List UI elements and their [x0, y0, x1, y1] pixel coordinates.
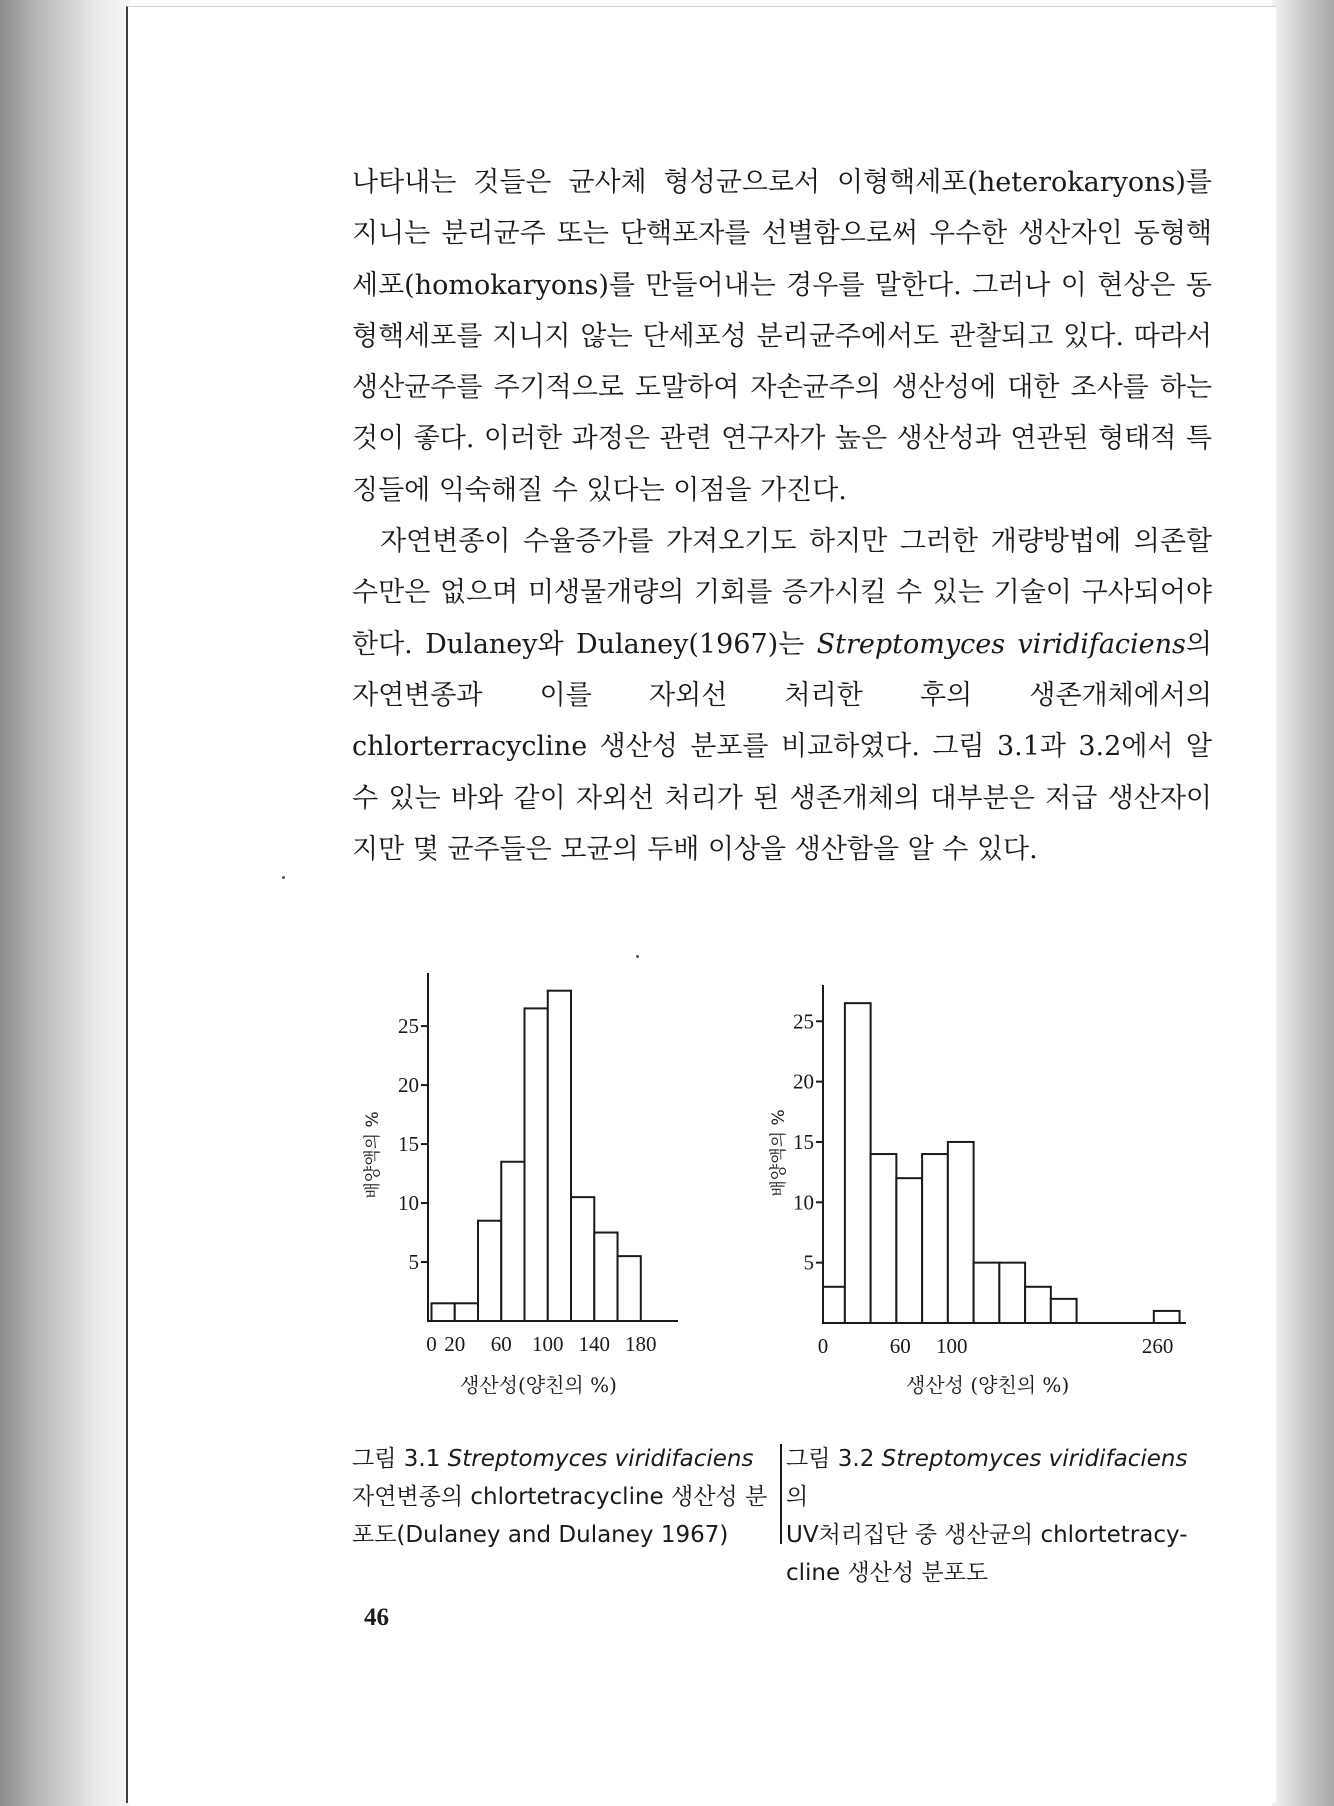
paragraph-2-lead: 자연변종이 수율증가를 가져오기도 하지만 그러한 개량방법에 의존할 수만은 없으며 미생물개량의 기회를 증가시킬 수 있는 기술이 구사되어야 한다. Dulaney와 Dulaney(1967)는 — [352, 526, 1212, 660]
caption-2-species: Streptomyces viridifaciens — [881, 1446, 1188, 1472]
fig1-ylabel: 배양액의 % — [363, 1111, 383, 1199]
fig1-bar — [594, 1233, 617, 1321]
page-number: 46 — [364, 1604, 389, 1631]
fig2-xtick-label: 100 — [935, 1334, 968, 1358]
fig1-xtick-label: 140 — [578, 1332, 611, 1356]
fig1-bar — [571, 1197, 594, 1321]
fig2-xtick-label: 60 — [889, 1334, 911, 1358]
fig1-bar — [478, 1221, 501, 1321]
fig2-bar — [1025, 1287, 1051, 1323]
fig1-bar — [618, 1256, 641, 1321]
fig1-bar — [525, 1008, 548, 1321]
fig1-xtick-label: 0 — [426, 1332, 437, 1356]
fig1-ytick-label: 25 — [398, 1014, 419, 1039]
fig2-bar — [871, 1154, 897, 1323]
fig2-bar — [896, 1178, 922, 1323]
fig1-xtick-label: 100 — [532, 1332, 564, 1356]
fig1-xtick-label: 20 — [444, 1332, 466, 1356]
fig1-xtick-label: 180 — [625, 1332, 657, 1356]
histogram-3-1 — [350, 965, 690, 1356]
fig2-bar — [948, 1142, 974, 1323]
scan-shadow-left — [0, 0, 130, 1806]
fig2-ytick-label: 15 — [793, 1129, 814, 1154]
figure-3-1-xlabel: 생산성(양친의 %) — [460, 1373, 617, 1397]
caption-1-label: 그림 3.1 — [352, 1446, 448, 1472]
paragraph-2 — [352, 516, 1212, 875]
fig2-xtick-label: 260 — [1141, 1334, 1174, 1358]
figure-3-1 — [350, 965, 690, 1397]
caption-figure-3-2 — [786, 1440, 1206, 1592]
fig2-xtick-label: 0 — [817, 1334, 829, 1358]
paragraph-2-species: Streptomyces viridifaciens — [816, 628, 1186, 660]
fig1-xtick-label: 60 — [490, 1332, 512, 1356]
caption-2-text: UV처리집단 중 생산균의 chlortetracy-cline 생산성 분포도 — [786, 1522, 1188, 1586]
caption-1-species: Streptomyces viridifaciens — [447, 1446, 754, 1472]
caption-divider — [780, 1444, 782, 1544]
scan-shadow-right — [1272, 0, 1334, 1806]
fig2-ytick-label: 5 — [803, 1250, 814, 1275]
fig1-ytick-label: 15 — [398, 1132, 419, 1157]
scan-speck — [636, 955, 639, 958]
fig2-bar — [1154, 1311, 1180, 1323]
fig2-bar — [999, 1263, 1025, 1323]
fig2-bar — [845, 1003, 871, 1323]
caption-figure-3-1 — [352, 1440, 780, 1554]
fig2-ytick-label: 10 — [793, 1190, 814, 1215]
fig2-ytick-label: 25 — [793, 1009, 814, 1034]
fig1-ytick-label: 20 — [398, 1073, 419, 1098]
fig1-ytick-label: 5 — [408, 1250, 419, 1275]
caption-2-lead: 의 — [786, 1484, 809, 1510]
fig2-bar — [974, 1263, 1000, 1323]
fig2-bar — [1051, 1299, 1077, 1323]
scan-speck — [282, 876, 285, 879]
fig1-bar — [455, 1303, 478, 1321]
fig2-bar — [823, 1287, 845, 1323]
caption-2-label: 그림 3.2 — [786, 1446, 882, 1472]
fig1-bar — [431, 1303, 454, 1321]
caption-1-text: 자연변종의 chlortetracycline 생산성 분포도(Dulaney and Dulaney 1967) — [352, 1484, 768, 1548]
fig2-ylabel: 배양액의 % — [769, 1109, 789, 1197]
fig2-ytick-label: 20 — [793, 1069, 814, 1094]
figure-3-2-xlabel: 생산성 (양친의 %) — [906, 1373, 1070, 1397]
fig1-ytick-label: 10 — [398, 1191, 419, 1216]
body-text — [352, 157, 1212, 875]
fig2-bar — [922, 1154, 948, 1323]
paragraph-2-rest: 의 자연변종과 이를 자외선 처리한 후의 생존개체에서의 chlorterracycline 생산성 분포를 비교하였다. 그림 3.1과 3.2에서 알 수 있는 바와 같이 자외선 처리가 된 생존개체의 대부분은 저급 생산자이지만 몇 균주들은 모균의 두배 이상을 생산함을 알 수 있다. — [352, 628, 1212, 865]
paragraph-1: 나타내는 것들은 균사체 형성균으로서 이형핵세포(heterokaryons)를 지니는 분리균주 또는 단핵포자를 선별함으로써 우수한 생산자인 동형핵세포(homokaryons)를 만들어내는 경우를 말한다. 그러나 이 현상은 동형핵세포를 지니지 않는 단세포성 분리균주에서도 관찰되고 있다. 따라서 생산균주를 주기적으로 도말하여 자손균주의 생산성에 대한 조사를 하는 것이 좋다. 이러한 과정은 관련 연구자가 높은 생산성과 연관된 형태적 특징들에 익숙해질 수 있다는 이점을 가진다. — [352, 167, 1212, 506]
figure-captions — [352, 1440, 1212, 1586]
fig1-bar — [548, 991, 571, 1321]
histogram-3-2 — [758, 965, 1198, 1358]
figure-3-2 — [758, 965, 1198, 1397]
fig1-bar — [501, 1162, 524, 1321]
